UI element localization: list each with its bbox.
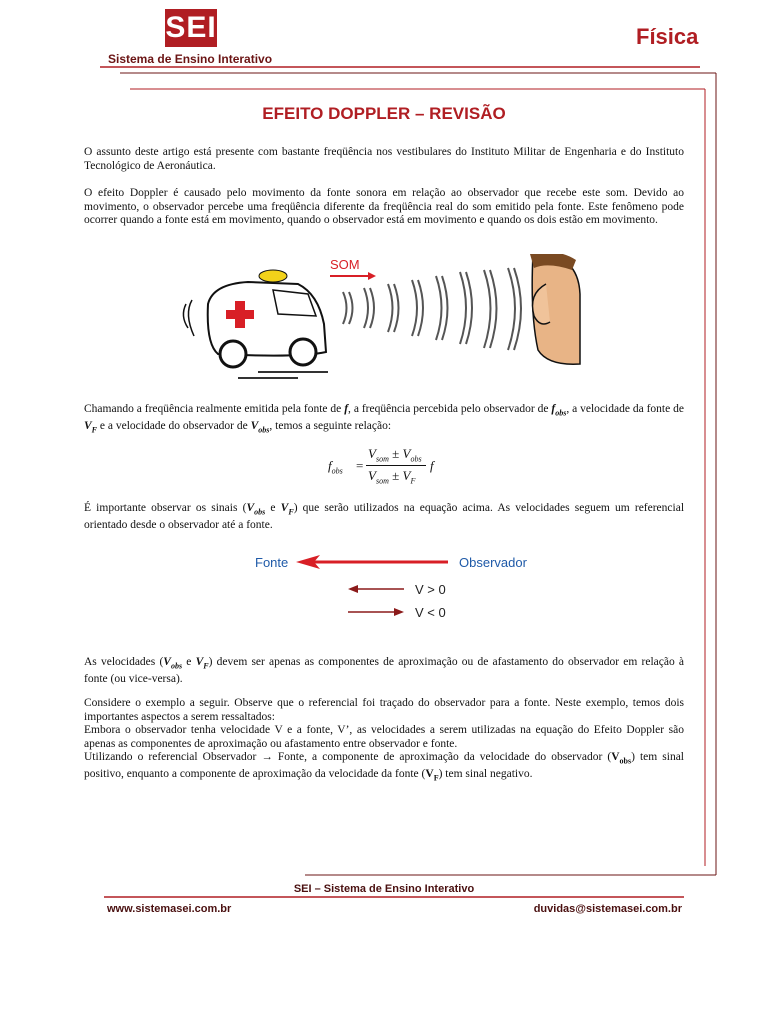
var-fobs: f xyxy=(551,403,556,415)
fonte-label: Fonte xyxy=(255,555,289,570)
ear-icon xyxy=(530,254,580,364)
example-intro: Considere o exemplo a seguir. Observe que o referencial foi traçado do observador para a fonte. Neste exemplo, temos dois importantes aspectos a serem ressaltados: xyxy=(84,697,684,723)
eq-den-pm: ± xyxy=(392,468,400,483)
text-segment: As velocidades ( xyxy=(84,656,164,668)
som-arrow xyxy=(330,272,376,280)
som-label: SOM xyxy=(330,257,360,272)
paragraph-intro: O assunto deste artigo está presente com bastante freqüência nos vestibulares do Instituto Militar de Engenharia e do Instituto Tecnológico de Aeronáutica. xyxy=(84,146,684,172)
eq-rhs: f xyxy=(430,458,434,473)
logo-subtitle: Sistema de Ensino Interativo xyxy=(108,52,273,66)
var-vf-sub: F xyxy=(91,425,98,435)
paragraph-signs xyxy=(84,502,684,532)
var-vf-sub: F xyxy=(433,773,439,783)
ambulance-icon xyxy=(183,270,328,378)
paragraph-components xyxy=(84,656,684,686)
fraction-bar xyxy=(366,465,426,466)
text-segment: É importante observar os sinais ( xyxy=(84,502,247,514)
footer-website-link[interactable]: www.sistemasei.com.br xyxy=(107,903,232,915)
page-title: EFEITO DOPPLER – REVISÃO xyxy=(262,104,506,123)
eq-num-v2: V xyxy=(402,446,411,461)
var-vobs: V xyxy=(250,419,259,432)
eq-num-v1-sub: som xyxy=(375,454,389,464)
var-vobs-sub: obs xyxy=(254,507,266,517)
var-vf-sub: F xyxy=(288,507,294,517)
text-segment: Chamando a freqüência realmente emitida pela fonte de xyxy=(84,403,345,415)
var-fobs-sub: obs xyxy=(555,408,567,418)
text-segment: , temos a seguinte relação: xyxy=(269,419,392,432)
var-vobs-sub: obs xyxy=(619,756,632,766)
main-arrow xyxy=(296,555,448,569)
paragraph-variables xyxy=(84,403,684,437)
text-segment: , a freqüência percebida pelo observador de xyxy=(348,403,552,415)
eq-num-v1: V xyxy=(368,446,376,461)
text-segment: e a velocidade do observador de xyxy=(97,419,251,432)
sei-logo: SEI xyxy=(165,9,217,47)
eq-den-v2-sub: F xyxy=(410,476,416,486)
eq-den-v1: V xyxy=(368,468,376,483)
var-vf: V xyxy=(84,419,92,432)
text-segment: ) que serão utilizados na equação acima. As velocidades seguem um referencial orientado desde o observador até a fonte. xyxy=(84,502,685,531)
var-vf: V xyxy=(280,502,289,514)
v-negative-label: V < 0 xyxy=(415,605,446,620)
var-f: f xyxy=(344,403,349,415)
paragraph-example xyxy=(84,697,684,785)
eq-den-v1-sub: som xyxy=(375,476,389,486)
text-segment: ) tem sinal negativo. xyxy=(438,768,533,781)
v-positive-label: V > 0 xyxy=(415,582,446,597)
var-vobs: V xyxy=(163,656,171,668)
text-segment: , a velocidade da fonte de xyxy=(566,403,684,415)
footer-email-link[interactable]: duvidas@sistemasei.com.br xyxy=(533,903,682,915)
example-point-2 xyxy=(84,751,684,785)
sound-waves xyxy=(343,268,521,350)
eq-equals: = xyxy=(356,458,364,473)
positive-arrow xyxy=(348,585,404,593)
var-vf: V xyxy=(195,656,204,668)
eq-num-pm: ± xyxy=(392,446,400,461)
var-vobs: V xyxy=(611,751,620,764)
var-vf-sub: F xyxy=(203,661,209,671)
doppler-illustration xyxy=(178,254,588,388)
negative-arrow xyxy=(348,608,404,616)
example-point-1: Embora o observador tenha velocidade V e a fonte, V’, as velocidades a serem utilizadas na equação do Efeito Doppler são apenas as componentes de aproximação ou afastamento entre observador e fonte. xyxy=(84,724,684,750)
var-vf: V xyxy=(425,768,434,781)
doppler-equation xyxy=(328,446,448,488)
var-vobs-sub: obs xyxy=(170,661,183,671)
footer-title: SEI – Sistema de Ensino Interativo xyxy=(293,883,475,895)
text-segment: ) tem sinal positivo, enquanto a componente de aproximação da velocidade da fonte ( xyxy=(84,751,685,781)
text-segment: Utilizando o referencial Observador → Fonte, a componente de aproximação da velocidade do observador ( xyxy=(84,751,612,764)
var-vobs-sub: obs xyxy=(258,425,270,435)
text-segment: e xyxy=(182,656,196,668)
text-segment: e xyxy=(265,502,281,514)
paragraph-definition: O efeito Doppler é causado pelo movimento da fonte sonora em relação ao observador que recebe este som. Devido ao movimento, o observador percebe uma freqüência diferente da freqüência real do som emitido pela fonte. Este fenômeno pode ocorrer quando a fonte está em movimento, quando o observador está em movimento e quando os dois estão em movimento. xyxy=(84,187,684,227)
observador-label: Observador xyxy=(459,555,527,570)
text-segment: ) devem ser apenas as componentes de aproximação ou de afastamento do observador em relação à fonte (ou vice-versa). xyxy=(84,656,684,685)
var-vobs: V xyxy=(246,502,255,514)
subject-title: Física xyxy=(636,24,699,49)
eq-den-v2: V xyxy=(402,468,411,483)
eq-lhs-sub: obs xyxy=(331,466,343,476)
eq-lhs: f xyxy=(328,458,332,473)
eq-num-v2-sub: obs xyxy=(410,454,422,464)
